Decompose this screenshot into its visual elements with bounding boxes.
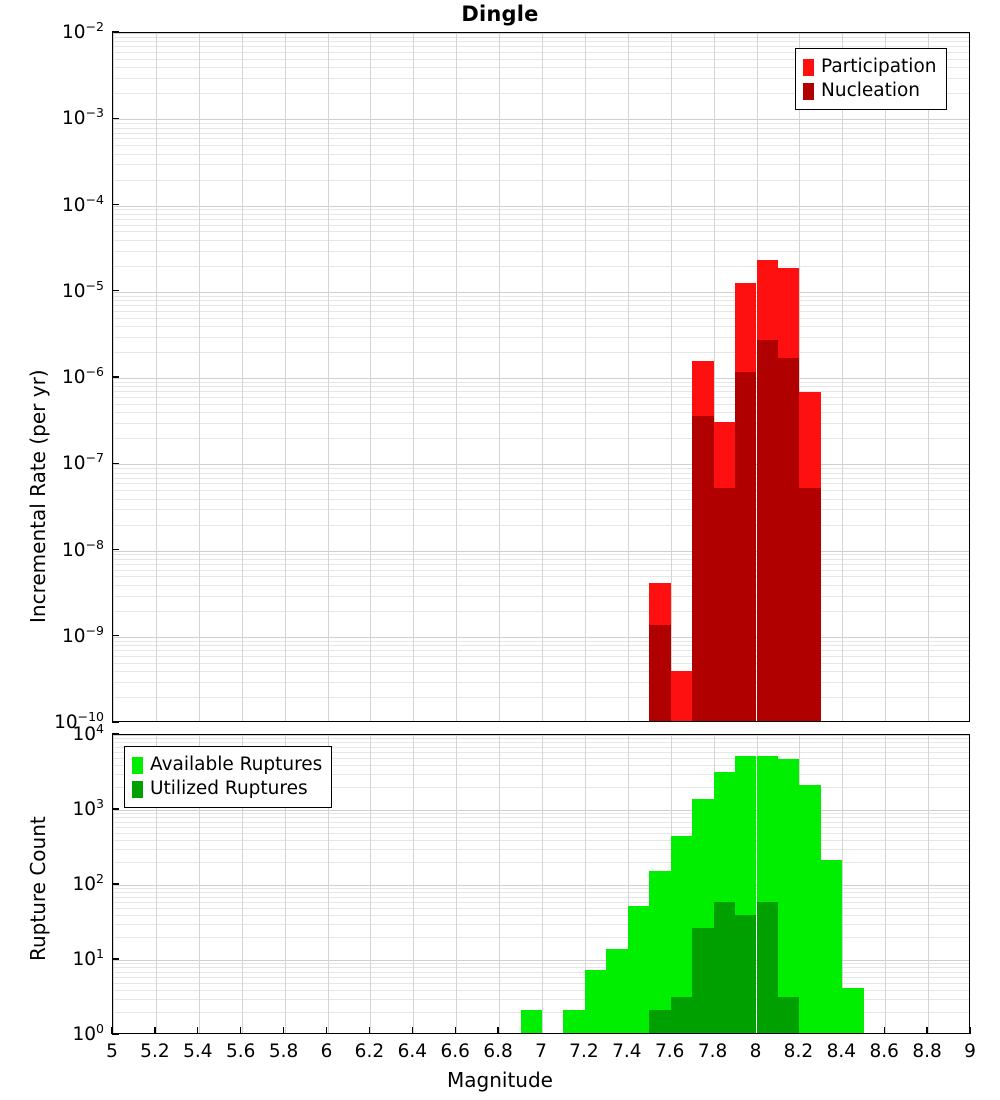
- x-tick-label: 7.4: [612, 1041, 642, 1062]
- bar-utilized-ruptures: [735, 915, 756, 1033]
- x-tick-mark: [455, 1027, 456, 1034]
- legend-swatch-nucleation: [803, 83, 814, 100]
- x-tick-mark: [111, 1027, 112, 1034]
- y-tick-label: $10^{-7}$: [62, 450, 104, 475]
- y-tick-label: $10^{-4}$: [62, 191, 104, 216]
- y-tick-label: $10^2$: [72, 871, 104, 896]
- legend-swatch-available: [132, 757, 143, 774]
- bar-utilized-ruptures: [757, 902, 778, 1033]
- y-tick-mark: [112, 376, 119, 377]
- x-tick-mark: [197, 1027, 198, 1034]
- y-tick-label: $10^{-2}$: [62, 19, 104, 44]
- bar-nucleation: [735, 372, 756, 721]
- x-tick-label: 5: [106, 1041, 118, 1062]
- x-tick-label: 5.4: [183, 1041, 213, 1062]
- x-tick-mark: [369, 1027, 370, 1034]
- chart-title: Dingle: [461, 2, 539, 26]
- bars-top: [113, 33, 969, 721]
- x-tick-label: 7: [535, 1041, 547, 1062]
- y-tick-label: $10^{-9}$: [62, 622, 104, 647]
- bar-available-ruptures: [799, 785, 820, 1033]
- bar-nucleation: [799, 488, 820, 721]
- bar-nucleation: [692, 416, 713, 721]
- y-tick-mark: [112, 549, 119, 550]
- x-tick-label: 6.8: [483, 1041, 513, 1062]
- bar-available-ruptures: [585, 970, 606, 1033]
- x-tick-mark: [969, 1027, 970, 1034]
- legend-label-available: Available Ruptures: [150, 753, 323, 775]
- x-tick-label: 5.8: [268, 1041, 299, 1062]
- x-tick-label: 5.6: [225, 1041, 256, 1062]
- x-tick-label: 6.6: [440, 1041, 470, 1062]
- x-tick-mark: [497, 1027, 498, 1034]
- x-tick-label: 5.2: [140, 1041, 170, 1062]
- bar-available-ruptures: [563, 1010, 584, 1033]
- x-tick-label: 8.2: [783, 1041, 814, 1062]
- y-tick-mark: [112, 290, 119, 291]
- bar-available-ruptures: [628, 906, 649, 1033]
- bar-available-ruptures: [606, 949, 627, 1033]
- legend-swatch-participation: [803, 59, 814, 76]
- x-tick-label: 6.2: [354, 1041, 385, 1062]
- legend-label-participation: Participation: [821, 55, 937, 77]
- legend-label-utilized: Utilized Ruptures: [150, 777, 308, 799]
- legend-bottom: [124, 746, 332, 808]
- bar-available-ruptures: [521, 1010, 542, 1033]
- y-tick-mark: [112, 118, 119, 119]
- bar-available-ruptures: [778, 759, 799, 1033]
- y-tick-label: $10^{-8}$: [62, 536, 104, 561]
- y-tick-mark: [112, 883, 119, 884]
- y-tick-label: $10^{-5}$: [62, 277, 104, 302]
- y-tick-label: $10^3$: [72, 796, 104, 821]
- bar-nucleation: [757, 340, 778, 721]
- x-tick-label: 9: [964, 1041, 976, 1062]
- y-tick-label: $10^{-6}$: [62, 364, 104, 389]
- bar-available-ruptures: [649, 871, 670, 1033]
- legend-label-nucleation: Nucleation: [821, 79, 921, 101]
- y-axis-label-bottom: Rupture Count: [26, 816, 50, 961]
- x-tick-label: 7.6: [654, 1041, 685, 1062]
- y-axis-label-top: Incremental Rate (per yr): [26, 369, 50, 623]
- x-tick-label: 8: [749, 1041, 762, 1062]
- legend-item-participation[interactable]: [803, 55, 937, 79]
- x-tick-mark: [240, 1027, 241, 1034]
- x-tick-mark: [326, 1027, 327, 1034]
- y-tick-mark: [112, 808, 119, 809]
- bar-participation: [671, 671, 692, 721]
- legend-swatch-utilized: [132, 781, 143, 798]
- legend-item-available-ruptures[interactable]: [132, 753, 322, 777]
- x-axis-label: Magnitude: [447, 1068, 553, 1092]
- x-tick-label: 8.4: [826, 1041, 856, 1062]
- bar-utilized-ruptures: [649, 1010, 670, 1033]
- bar-nucleation: [714, 488, 735, 721]
- y-tick-mark: [112, 463, 119, 464]
- y-tick-label: $10^1$: [72, 946, 104, 971]
- y-tick-label: $10^0$: [72, 1021, 104, 1046]
- y-tick-mark: [112, 31, 119, 32]
- bar-available-ruptures: [842, 988, 863, 1033]
- bar-available-ruptures: [821, 860, 842, 1033]
- x-tick-mark: [412, 1027, 413, 1034]
- bar-nucleation: [778, 358, 799, 721]
- bar-utilized-ruptures: [778, 997, 799, 1033]
- legend-item-utilized-ruptures[interactable]: [132, 777, 322, 801]
- y-tick-mark: [112, 958, 119, 959]
- y-tick-mark: [112, 721, 119, 722]
- bar-utilized-ruptures: [692, 928, 713, 1033]
- y-tick-mark: [112, 733, 119, 734]
- x-tick-label: 6.4: [397, 1041, 427, 1062]
- y-tick-label: $10^{-3}$: [62, 105, 104, 130]
- y-tick-mark: [112, 1033, 119, 1034]
- x-tick-mark: [283, 1027, 284, 1034]
- bar-utilized-ruptures: [671, 997, 692, 1033]
- y-tick-label: $10^4$: [72, 721, 104, 746]
- bar-utilized-ruptures: [714, 902, 735, 1033]
- y-tick-mark: [112, 635, 119, 636]
- x-tick-label: 8.6: [869, 1041, 899, 1062]
- x-tick-mark: [926, 1027, 927, 1034]
- legend-item-nucleation[interactable]: [803, 79, 937, 103]
- y-tick-label: $10^{-10}$: [54, 709, 104, 734]
- bar-nucleation: [649, 625, 670, 721]
- legend-top: [795, 48, 947, 110]
- x-tick-label: 8.8: [912, 1041, 942, 1062]
- x-tick-label: 7.8: [697, 1041, 728, 1062]
- x-tick-label: 6: [320, 1041, 333, 1062]
- x-tick-mark: [884, 1027, 885, 1034]
- x-tick-mark: [154, 1027, 155, 1034]
- x-tick-label: 7.2: [569, 1041, 599, 1062]
- incremental-rate-plot: [112, 32, 970, 722]
- y-tick-mark: [112, 204, 119, 205]
